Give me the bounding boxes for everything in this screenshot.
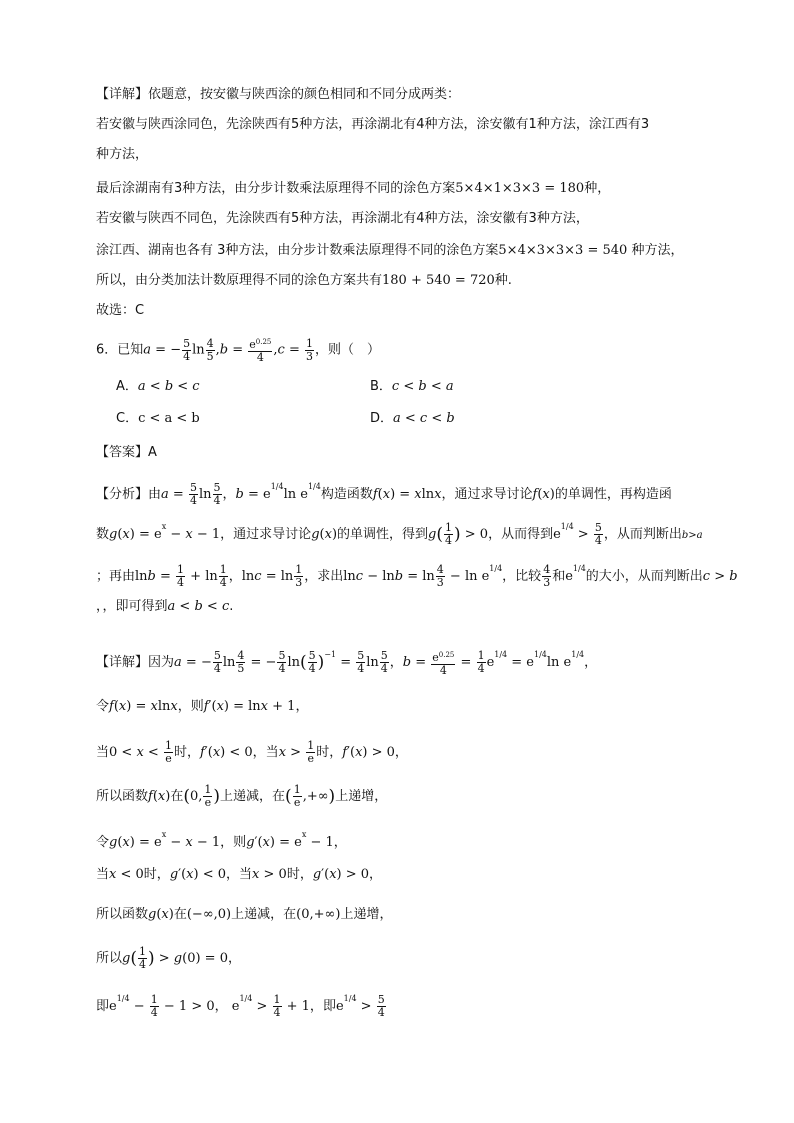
analysis-text: 和 <box>552 569 566 584</box>
detail-text: 时， <box>286 867 313 882</box>
detail-text: ，当 <box>226 867 253 882</box>
analysis-line-2: 数$g(x) = e^x - x - 1$，通过求导讨论g(x)的单调性，得到g( $\frac{1}{4}$ ) > 0，从而得到$e^{1/4}$ > $\frac{5}{4}$ ，从而判断出b>a <box>96 521 703 547</box>
detail-label: 【详解】 <box>96 87 149 102</box>
analysis-text: ， <box>228 569 242 584</box>
choice-label: D． <box>370 411 394 426</box>
detail2-line-9: 即$e^{1/4}$ − $\frac{1}{4}$ − 1 > 0， $e^{1/4}$ > $\frac{1}{4}$ + 1，即$e^{1/4}$ > $\frac{5}{4}$ <box>96 993 385 1019</box>
detail2-line-1: 【详解】因为a = − $\frac{5}{4}$ ln $\frac{4}{5}$ = − $\frac{5}{4}$ ln( $\frac{5}{4}$ )$^{-1}$ = $\frac{5}{4}$ ln $\frac{5}{4}$ ，b = $\frac{e^{0.25}}{4}$ = $\frac{1}{4}$ $e^{1/4} = e^{1/4}\ln$ $e^{1/4}$， <box>96 649 598 677</box>
detail-line-5 <box>96 210 589 228</box>
detail2-line-7: 所以函数g(x)在(−∞,0)上递减，在(0,+∞)上递增， <box>96 907 393 922</box>
question-tail: ，则（ ） <box>314 342 380 358</box>
detail-text: 依题意，按安徽与陕西涂的颜色相同和不同分成两类： <box>148 87 461 102</box>
detail2-line-3: 当0 < x < $\frac{1}{e}$ 时，f′(x) < 0，当x > $\frac{1}{e}$ 时，f′(x) > 0， <box>96 739 408 765</box>
choice-a[interactable] <box>116 378 200 396</box>
analysis-text: 的单调性，得到 <box>337 527 429 542</box>
detail-text: 所以函数 <box>96 907 149 922</box>
choice-formula: a < c < b <box>393 411 455 426</box>
formula: 5×4×3×3×3 = 540 <box>498 243 628 258</box>
answer-value: A <box>148 445 157 460</box>
choice-label: A． <box>116 379 138 394</box>
detail-text: 最后涂湖南有3种方法，由分步计数乘法原理得不同的涂色方案 <box>96 181 456 196</box>
choice-d[interactable] <box>370 410 455 428</box>
detail-line-6 <box>96 242 683 260</box>
detail2-line-6: 当x < 0时，g′(x) < 0，当x > 0时，g′(x) > 0， <box>96 867 383 882</box>
detail-line-7 <box>96 272 512 290</box>
formula: 5×4×1×3×3 = 180 <box>455 181 585 196</box>
analysis-text: 构造函数 <box>320 487 373 502</box>
detail-text: 时， <box>143 867 170 882</box>
detail-text: 所以函数 <box>96 789 149 804</box>
detail2-line-8: 所以g( $\frac{1}{4}$ ) > g(0) = 0， <box>96 945 241 971</box>
detail-text: 因为 <box>148 655 175 670</box>
analysis-text: ，通过求导讨论 <box>220 527 312 542</box>
detail-text: ，则 <box>220 835 247 850</box>
detail-text: 上递减，在 <box>231 907 297 922</box>
analysis-text: ，从而判断出 <box>603 527 682 542</box>
detail2-line-4: 所以函数f(x)在(0, $\frac{1}{e}$ )上递减，在( $\frac{1}{e}$ ,+∞)上递增， <box>96 783 388 809</box>
choice-formula: a < b < c <box>137 379 200 394</box>
detail-line-4 <box>96 180 610 198</box>
detail-text: 上递增， <box>335 789 388 804</box>
analysis-line-4: ，，即可得到a < b < c. <box>96 599 234 614</box>
choice-label: C． <box>116 411 139 426</box>
detail-label: 【详解】 <box>96 655 149 670</box>
detail-text: 上递减，在 <box>220 789 286 804</box>
analysis-text: ，即可得到 <box>102 599 168 614</box>
analysis-text: 由 <box>148 487 162 502</box>
question-6-stem: 6．已知a = − $\frac{5}{4}$ ln $\frac{4}{5}$ ,b = $\frac{e^{0.25}}{4}$ ,c = $\frac{1}{3}$ ，则（ ） <box>96 336 380 364</box>
answer-line <box>96 444 157 462</box>
answer-label: 【答案】 <box>96 445 149 460</box>
detail-text: 时， <box>173 745 200 760</box>
analysis-text: . <box>229 599 234 614</box>
detail-text: 故选：C <box>96 303 145 318</box>
analysis-text: 的单调性，再构造函 <box>554 487 672 502</box>
detail-text: 即 <box>322 999 336 1014</box>
detail-text: 令 <box>96 835 110 850</box>
detail-text: 在 <box>170 789 184 804</box>
detail-text: 当 <box>96 867 110 882</box>
analysis-text: 数 <box>96 527 110 542</box>
formula: 180 + 540 = 720 <box>382 273 495 288</box>
detail-line-2 <box>96 116 649 134</box>
detail-text: 若安徽与陕西涂同色，先涂陕西有5种方法，再涂湖北有4种方法，涂安徽有1种方法，涂江西有3 <box>96 117 650 132</box>
detail-text: ，则 <box>177 699 204 714</box>
detail2-line-5: 令$g(x) = e^x - x - 1$，则$g'(x) = e^x - 1$， <box>96 830 347 850</box>
analysis-text: ，通过求导讨论 <box>441 487 533 502</box>
detail-text: 种方法， <box>96 147 149 162</box>
analysis-line-1: 【分析】由a = $\frac{5}{4}$ ln $\frac{5}{4}$ ，$b = e^{1/4}\ln$ $e^{1/4}$构造函数f(x) = xlnx，通过求导讨论f(x)的单调性，再构造函 <box>96 481 672 507</box>
detail-text: 若安徽与陕西不同色，先涂陕西有5种方法，再涂湖北有4种方法，涂安徽有3种方法， <box>96 211 589 226</box>
detail-line-3 <box>96 146 148 164</box>
detail-text: 令 <box>96 699 110 714</box>
analysis-line-3: ；再由lnb = $\frac{1}{4}$ + ln $\frac{1}{4}$ ，lnc = ln $\frac{1}{3}$ ，求出lnc − lnb = ln $\frac{4}{3}$ − $\ln e^{1/4}$，比较 $\frac{4}{3}$ 和$e^{1/4}$的大小，从而判断出c > b <box>96 563 738 589</box>
detail-text: 所以，由分类加法计数原理得不同的涂色方案共有 <box>96 273 383 288</box>
choice-formula: c < a < b <box>138 411 200 426</box>
choice-label: B． <box>370 379 392 394</box>
detail-text: 当 <box>96 745 110 760</box>
detail-line-1 <box>96 86 460 104</box>
detail-line-8 <box>96 302 144 320</box>
detail-text: 种， <box>584 181 611 196</box>
choice-formula: c < b < a <box>391 379 454 394</box>
analysis-text: ，求出 <box>304 569 344 584</box>
detail-text: 时， <box>316 745 343 760</box>
analysis-label: 【分析】 <box>96 487 149 502</box>
analysis-text: ，比较 <box>502 569 542 584</box>
detail2-line-2: 令f(x) = xlnx，则f′(x) = lnx + 1， <box>96 699 309 714</box>
analysis-text: ，从而得到 <box>488 527 554 542</box>
question-number: 6．已知 <box>96 342 144 358</box>
analysis-text: 的大小，从而判断出 <box>585 569 703 584</box>
detail-text: 即 <box>96 999 110 1014</box>
detail-text: 所以 <box>96 951 123 966</box>
detail-text: 种方法， <box>627 243 684 258</box>
detail-text: ，当 <box>252 745 279 760</box>
detail-text: 种. <box>494 273 512 288</box>
detail-text: 在 <box>173 907 187 922</box>
detail-text: 上递增， <box>340 907 393 922</box>
analysis-text: ；再由 <box>96 569 136 584</box>
detail-text: 涂江西、湖南也各有 3种方法，由分步计数乘法原理得不同的涂色方案 <box>96 243 499 258</box>
choice-b[interactable] <box>370 378 454 396</box>
choice-c[interactable] <box>116 410 200 428</box>
